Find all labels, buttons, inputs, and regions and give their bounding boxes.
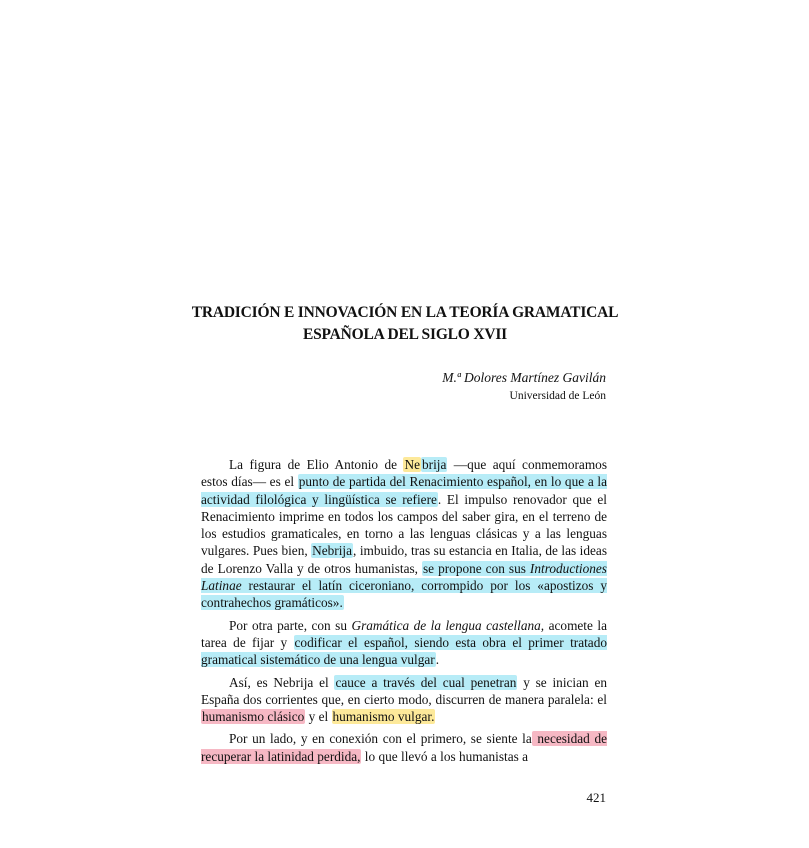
paragraph <box>201 456 607 612</box>
text-run: se propone con sus <box>423 560 530 576</box>
text-run: y se inician en España dos corrientes que, en cierto modo, discurren de manera paralela: el <box>201 674 607 707</box>
text-run: —que aquí conmemoramos estos días— es el <box>201 457 607 490</box>
highlight-pink: necesidad de recuperar la latinidad perdida, <box>201 731 607 764</box>
highlight-pink: humanismo clásico <box>202 709 305 725</box>
paragraph <box>201 730 607 765</box>
article-title <box>190 302 620 346</box>
title-line: TRADICIÓN E INNOVACIÓN EN LA TEORÍA GRAMATICAL <box>191 304 619 321</box>
text-run: . El impulso renovador que el Renacimiento imprime en todos los campos del saber gira, en el terreno de los estudios gramaticales, en torno a las lenguas clásicas y a las lenguas vulgares. Pues bien, <box>201 491 607 559</box>
text-run: , imbuido, tras su estancia en Italia, de las ideas de Lorenzo Valla y de otros humanistas, <box>201 543 607 576</box>
text-run: lo que llevó a los humanistas a <box>361 748 529 764</box>
text-run: Por un lado, y en conexión con el primero, se siente la <box>229 731 532 747</box>
text-run: restaurar el latín ciceroniano, corrompido por los «apostizos y contrahechos gramáticos». <box>201 578 607 611</box>
text-run: acomete la tarea de fijar y <box>201 617 607 650</box>
highlight-yellow: humanismo vulgar. <box>332 709 435 725</box>
title-line: ESPAÑOLA DEL SIGLO XVII <box>303 326 507 343</box>
highlight-blue: punto de partida del Renacimiento español, en lo que a la actividad filológica y lingüística se refiere <box>201 474 608 507</box>
paragraph <box>201 674 607 726</box>
highlight-blue: Nebrija <box>312 543 353 559</box>
text-run: y el <box>305 709 332 725</box>
italic-title: Introductiones Latinae <box>201 560 607 594</box>
text-run: Por otra parte, con su <box>229 617 352 633</box>
text-run: La figura de Elio Antonio de <box>229 457 404 472</box>
author-affiliation: Universidad de León <box>509 390 606 402</box>
author-name: M.ª Dolores Martínez Gavilán <box>442 370 606 385</box>
text-run: . <box>435 652 440 668</box>
italic-title: Gramática de la lengua castellana, <box>351 617 545 633</box>
text-run: Así, es Nebrija el <box>229 674 335 690</box>
highlight-blue: codificar el español, siendo esta obra el primer tratado gramatical sistemático de una lengua vulgar <box>201 634 607 668</box>
body-text <box>201 456 607 770</box>
highlight-blue: brija <box>422 457 447 472</box>
highlight-blue: cauce a través del cual penetran <box>335 674 517 690</box>
page-number: 421 <box>586 790 606 805</box>
paragraph <box>201 617 607 669</box>
highlight-yellow: Ne <box>404 457 420 472</box>
